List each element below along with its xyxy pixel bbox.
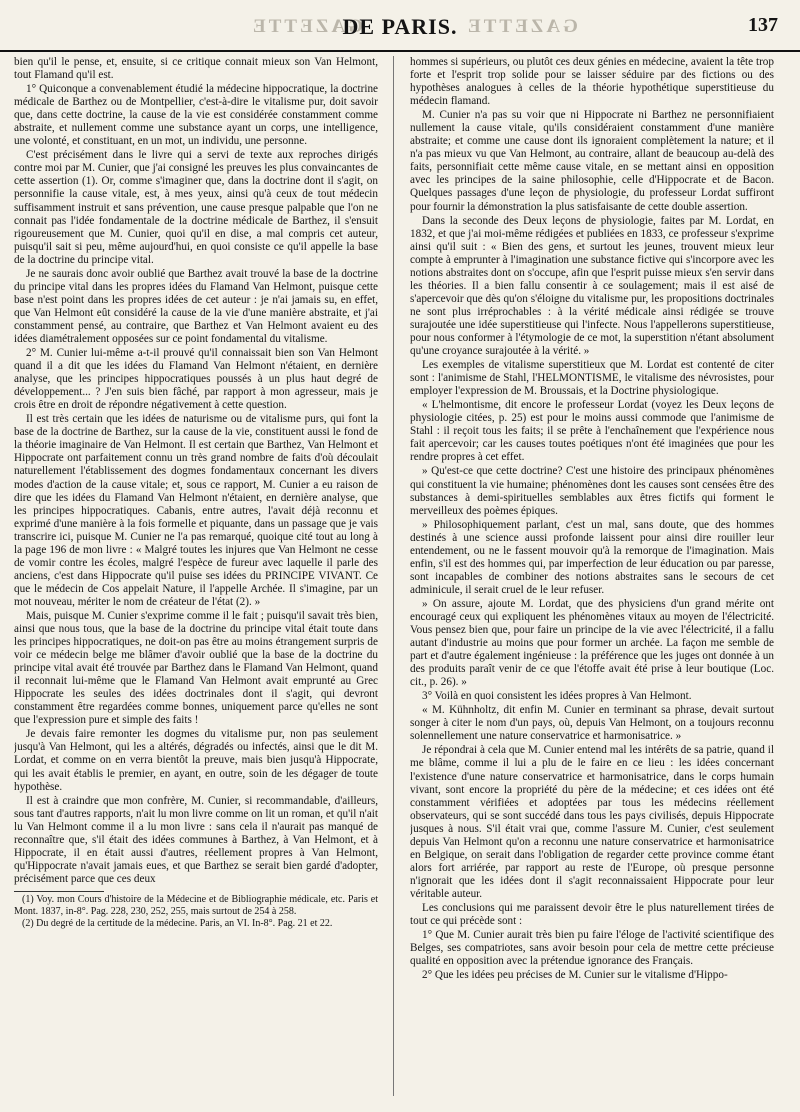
right-paragraph: 3° Voilà en quoi consistent les idées propres à Van Helmont. bbox=[422, 690, 692, 703]
left-paragraph: bien qu'il le pense, et, ensuite, si ce critique connait mieux son Van Helmont, tout Flamand qu'il est. bbox=[14, 56, 378, 82]
left-paragraph: Mais, puisque M. Cunier s'exprime comme il le fait ; puisqu'il savait très bien, ainsi que nous tous, que la base de la doctrine du principe vital était toute dans les principes hippocratiques, ne doit-on pas être au moins étrangement surpris de voir ce médecin belge me blâmer d'avoir oublié que la base de la doctrine du principe vital avait été trouvée par Barthez dans le Flamand Van Helmont, quand il reconnait lui-même que le Flamand Van Helmont avait emprunté au Grec Hippocrate les seules des idées doctrinales dont il s'agit, qui devront constamment être regardées comme bonnes, uniquement parce qu'elles ne sont que l'expression pure et simple des faits ! bbox=[14, 609, 378, 727]
bleed-through-text-right: GAZETTE bbox=[465, 16, 578, 37]
left-paragraph: Je devais faire remonter les dogmes du vitalisme pur, non pas seulement jusqu'à Van Helmont, qui les a altérés, dégradés ou infectés, ainsi que le dit M. Lordat, et comme on en verra bientôt la preuve, mais bien jusqu'à Hippocrate, qui les avait établis le premier, en ayant, en outre, soin de les dégager de toute hypothèse. bbox=[14, 728, 378, 793]
page-number: 137 bbox=[748, 14, 778, 36]
right-paragraph: « M. Kühnholtz, dit enfin M. Cunier en terminant sa phrase, devait surtout songer à citer le nom d'un pays, où, depuis Van Helmont, on a toujours reconnu solennellement une nature conservatrice et harmonisatrice. » bbox=[410, 704, 774, 743]
right-paragraph: hommes si supérieurs, ou plutôt ces deux génies en médecine, avaient la tête trop forte et l'esprit trop solide pour se laisser séduire par des fictions ou des hypothèses analogues à celles de la théorie hypothétique superstitieuse du médecin flamand. bbox=[410, 56, 774, 108]
left-paragraph: C'est précisément dans le livre qui a servi de texte aux reproches dirigés contre moi par M. Cunier, que j'ai consigné les preuves les plus convaincantes de cette assertion (1). Or, comme s'imaginer que, dans la doctrine dont il s'agit, on personnifie la cause vitale, est, à mes yeux, ainsi qu'à ceux de tout médecin suffisamment instruit et sans prévention, une cause presque palpable que l'on ne connait pas l'idée fondamentale de la doctrine médicale de Barthez, il s'ensuit rigoureusement que M. Cunier, quoi qu'il en dise, a mal compris cet auteur, puisqu'il sait si peu, même aujourd'hui, en quoi consiste ce qu'il appelle la base de la doctrine du principe vital. bbox=[14, 149, 378, 266]
left-paragraph: 1° Quiconque a convenablement étudié la médecine hippocratique, la doctrine médicale de Barthez ou de Montpellier, c'est-à-dire le vitalisme pur, doit savoir que, dans cette doctrine, la cause de la vie est considérée constamment comme abstraite, et nullement comme une substance ayant un corps, une intelligence, une volonté, et constituant, en un mot, un individu, une personne. bbox=[14, 83, 378, 148]
right-column bbox=[410, 56, 774, 1096]
right-paragraph: « L'helmontisme, dit encore le professeur Lordat (voyez les Deux leçons de physiologie citées, p. 25) est pour le moins aussi commode que l'animisme de Stahl : il reçoit tous les faits; il se prête à l'enchaînement que l'expérience nous fait apercevoir; car les causes toutes poétiques n'ont été imaginées que pour les rendre propres à cet effet. bbox=[410, 399, 774, 464]
left-paragraph: 2° M. Cunier lui-même a-t-il prouvé qu'il connaissait bien son Van Helmont quand il a dit que les idées du Flamand Van Helmont n'étaient, en dernière analyse, que les principes hippocratiques poussés à un plus haut degré de développement... ? J'en suis bien fâché, par rapport à mon agresseur, mais je crois être en droit de répondre négativement à cette question. bbox=[14, 347, 378, 412]
right-paragraph: » Qu'est-ce que cette doctrine? C'est une histoire des principaux phénomènes qui constituent la vie humaine; phénomènes dont les causes sont censées être des substances à demi-spirituelles semblables aux êtres fictifs qui forment le merveilleux des poèmes épiques. bbox=[410, 465, 774, 517]
left-paragraph: Il est très certain que les idées de naturisme ou de vitalisme purs, qui font la base de la doctrine de Barthez, sur la cause de la vie, constituent aussi le fond de la théorie imaginaire de Van Helmont. Il est certain que Barthez, Van Helmont et Hippocrate ont parfaitement connu un très grand nombre de faits d'où découlait naturellement l'établissement des dogmes fondamentaux concernant les divers modes d'action de la cause vitale; et, sous ce rapport, M. Cunier a eu raison de dire que les idées du Flamand Van Helmont n'étaient, en dernière analyse, que les principes hippocratiques. Cabanis, entre autres, l'avait déjà reconnu et exprimé d'une manière à la fois formelle et piquante, dans un passage que je vais transcrire ici, puisque M. Cunier ne l'a pas remarqué, quoique cité tout au long à la page 196 de mon livre : « Malgré toutes les injures que Van Helmont ne cesse de vomir contre les écoles, malgré l'espèce de fureur avec laquelle il parle des anciens, c'est dans Hippocrate qu'il puise ses idées du PRINCIPE VIVANT. Ce que le médecin de Cos appelait Nature, il l'appelle Archée. Il s'imagine, par un mot nouveau, mériter le nom de créateur de l'état (2). » bbox=[14, 413, 378, 608]
left-paragraph: Je ne saurais donc avoir oublié que Barthez avait trouvé la base de la doctrine du principe vital dans les propres idées du Flamand Van Helmont, puisque cette base n'est point dans les propres idées de cet auteur : je n'ai jamais su, en effet, que Van Helmont eût considéré la cause de la vie d'une manière abstraite, et j'ai constamment pensé, au contraire, que Barthez et Van Helmont avaient eu des idées diamétralement opposées sur ce point fondamental du vitalisme. bbox=[14, 267, 378, 345]
column-divider bbox=[393, 56, 394, 1096]
right-paragraph: M. Cunier n'a pas su voir que ni Hippocrate ni Barthez ne personnifiaient nullement la cause vitale, qu'ils considéraient constamment d'une manière abstraite; et comme une cause dont ils ignoraient complètement la nature; et il n'a pas mieux vu que Van Helmont, au contraire, allant de beaucoup au-delà des faits, personnifiait cette même cause vitale, en se mettant ainsi en opposition avec les principes de la saine philosophie, celle d'Hippocrate et de Bacon. Quelques passages d'une leçon de physiologie, du professeur Lordat suffiront pour fournir la démonstration la plus satisfaisante de cette double assertion. bbox=[410, 109, 774, 213]
page-header bbox=[0, 14, 800, 52]
right-paragraph: Les exemples de vitalisme superstitieux que M. Lordat est contenté de citer sont : l'animisme de Stahl, l'HELMONTISME, le vitalisme des névrosistes, pour employer l'expression de M. Broussais, et la Doctrine physiologique. bbox=[410, 359, 774, 398]
right-paragraph: » Philosophiquement parlant, c'est un mal, sans doute, que des hommes destinés à une science aussi profonde laissent pour ainsi dire rouiller leur entendement, ou ne le fassent mouvoir qu'à la remorque de l'imagination. Mais enfin, s'il est des hommes qui, par imperfection de leur éducation ou par paresse, sont incapables de combiner des notions abstraites sans le secours de cet adminicule, il serait cruel de le leur refuser. bbox=[410, 518, 774, 596]
left-column bbox=[14, 56, 378, 1096]
bleed-through-text-left: GAZETTE bbox=[250, 16, 363, 37]
left-paragraph: Il est à craindre que mon confrère, M. Cunier, si recommandable, d'ailleurs, sous tant d'autres rapports, n'ait lu mon livre comme on lit un roman, et qu'il n'ait lu Van Helmont comme il a lu mon livre : sans cela il n'aurait pas manqué de reconnaître que, s'il était des idées communes à Barthez, à Van Helmont, et à Hippocrate, il en était aussi d'autres, réellement propres à Van Helmont, qu'Hippocrate n'avait jamais eues, et que Barthez se serait bien gardé d'adopter, précisément parce que ces deux bbox=[14, 794, 378, 885]
footnote: (1) Voy. mon Cours d'histoire de la Médecine et de Bibliographie médicale, etc. Paris et Mont. 1837, in-8°. Pag. 228, 230, 252, 255, mais surtout de 254 à 258. bbox=[14, 893, 378, 917]
running-title: DE PARIS. bbox=[342, 14, 458, 39]
right-paragraph: 2° Que les idées peu précises de M. Cunier sur le vitalisme d'Hippo- bbox=[422, 969, 728, 982]
footnote-rule bbox=[14, 891, 104, 892]
footnote: (2) Du degré de la certitude de la médecine. Paris, an VI. In-8°. Pag. 21 et 22. bbox=[22, 917, 333, 929]
right-paragraph: » On assure, ajoute M. Lordat, que des physiciens d'un grand mérite ont encouragé ceux qui expliquent les phénomènes vitaux au moyen de l'électricité. Vous pensez bien que, pour faire un principe de la vie avec l'électricité, il a fallu autant d'industrie au moins que pour former un archée. La façon me semble de part et d'autre également ingénieuse : la préférence que les juges ont donnée à un des produits paraît venir de ce que l'étoffe avait été prise à leur boutique (Loc. cit., p. 26). » bbox=[410, 597, 774, 689]
right-paragraph: Je répondrai à cela que M. Cunier entend mal les intérêts de sa patrie, quand il me blâme, comme il lui a plu de le faire en ce lieu : les idées concernant l'existence d'une nature conservatrice et harmonisatrice, dans le corps humain vivant, sont encore la propriété du père de la médecine; et ces idées ont été constamment vérifiées et adoptées par tous les médecins réellement observateurs, qui se sont succédé dans tous les pays civilisés, depuis Hippocrate jusques à nous. S'il était vrai que, comme l'assure M. Cunier, c'est seulement depuis Van Helmont qu'on a reconnu une nature conservatrice et harmonisatrice en Belgique, on serait dans l'obligation de regarder cette province comme étant alors fort arriérée, par rapport au reste de l'Europe, où presque personne n'ignorait que les idées dont il s'agit reconnaissaient Hippocrate pour leur véritable auteur. bbox=[410, 744, 774, 900]
right-paragraph: Les conclusions qui me paraissent devoir être le plus naturellement tirées de tout ce qui précède sont : bbox=[410, 902, 774, 928]
right-paragraph: 1° Que M. Cunier aurait très bien pu faire l'éloge de l'activité scientifique des Belges, ses compatriotes, sans avoir besoin pour cela de mettre cette précieuse qualité en opposition avec la prétendue ignorance des Français. bbox=[410, 929, 774, 968]
right-paragraph: Dans la seconde des Deux leçons de physiologie, faites par M. Lordat, en 1832, et que j'ai moi-même rédigées et publiées en 1833, ce professeur s'exprime ainsi qu'il suit : « Bien des gens, et surtout les jeunes, trouvent mieux leur compte à emprunter à l'imagination une substance fictive qui s'incorpore avec les notions abstraites dont on s'occupe, afin que l'esprit puisse mieux s'en servir dans les théories. Il a bien fallu consentir à ce soulagement; mais il est aisé de s'apercevoir que dès qu'on s'éloigne du vitalisme pur, les propositions doctrinales ne sont plus irréprochables : à la vérité médicale ainsi rédigée se trouve surajoutée une idée superstitieuse qui l'infecte. Nous l'appellerons superstitieuse, pour nous conformer à l'étymologie de ce mot, la superstition n'étant absolument qu'une croyance surajoutée à la vérité. » bbox=[410, 214, 774, 358]
